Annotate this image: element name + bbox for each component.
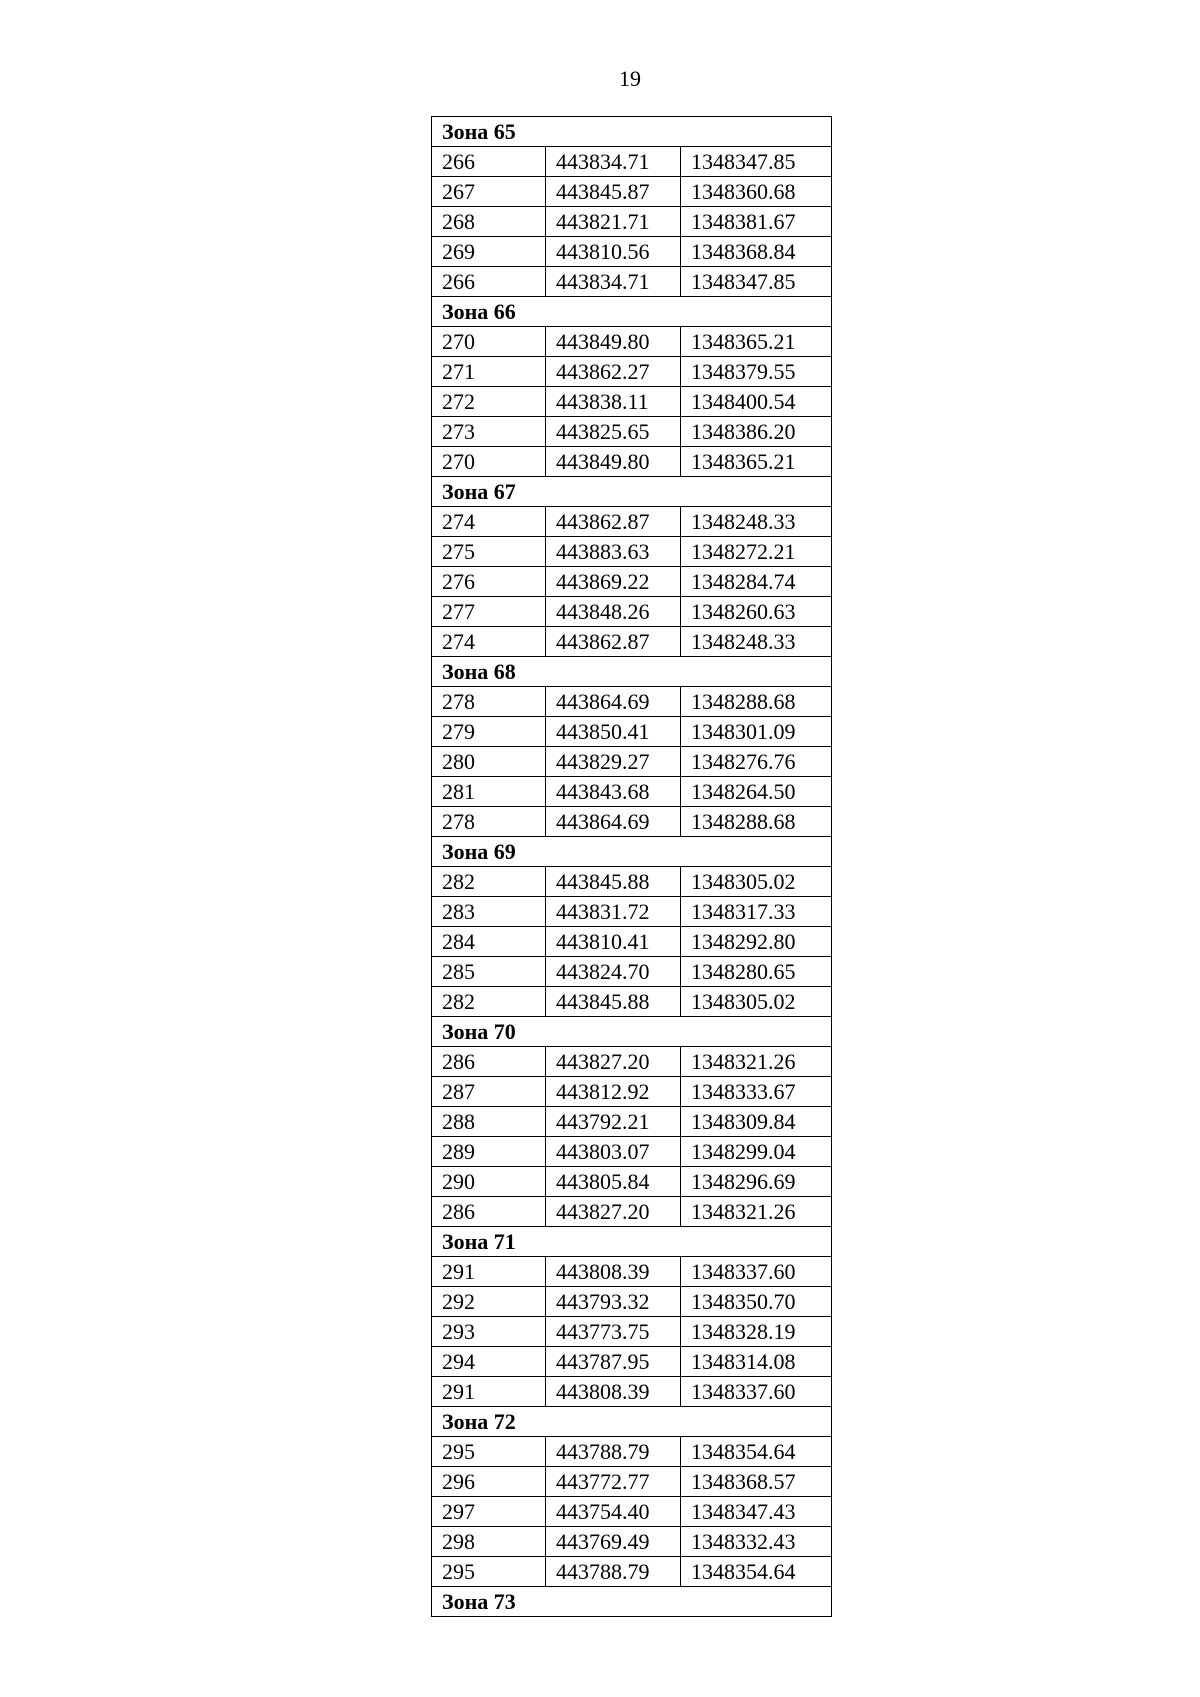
- x-coordinate-cell: 443848.26: [546, 597, 681, 627]
- y-coordinate-cell: 1348296.69: [681, 1167, 832, 1197]
- point-number-cell: 294: [432, 1347, 546, 1377]
- table-row: [432, 207, 832, 237]
- x-coordinate-cell: 443810.56: [546, 237, 681, 267]
- table-row: [432, 237, 832, 267]
- x-coordinate-cell: 443845.88: [546, 987, 681, 1017]
- y-coordinate-cell: 1348321.26: [681, 1047, 832, 1077]
- table-row: [432, 1317, 832, 1347]
- x-coordinate-cell: 443831.72: [546, 897, 681, 927]
- table-row: [432, 1347, 832, 1377]
- zone-header-row: [432, 117, 832, 147]
- zone-header-row: [432, 1587, 832, 1617]
- table-row: [432, 1197, 832, 1227]
- point-number-cell: 281: [432, 777, 546, 807]
- table-row: [432, 1167, 832, 1197]
- zone-title: Зона 65: [432, 117, 832, 147]
- y-coordinate-cell: 1348276.76: [681, 747, 832, 777]
- y-coordinate-cell: 1348360.68: [681, 177, 832, 207]
- x-coordinate-cell: 443862.87: [546, 627, 681, 657]
- y-coordinate-cell: 1348365.21: [681, 327, 832, 357]
- point-number-cell: 286: [432, 1047, 546, 1077]
- zone-header-row: [432, 1407, 832, 1437]
- table-row: [432, 1257, 832, 1287]
- table-row: [432, 597, 832, 627]
- x-coordinate-cell: 443845.87: [546, 177, 681, 207]
- zone-header-row: [432, 297, 832, 327]
- point-number-cell: 282: [432, 987, 546, 1017]
- point-number-cell: 276: [432, 567, 546, 597]
- x-coordinate-cell: 443827.20: [546, 1197, 681, 1227]
- x-coordinate-cell: 443810.41: [546, 927, 681, 957]
- x-coordinate-cell: 443845.88: [546, 867, 681, 897]
- point-number-cell: 287: [432, 1077, 546, 1107]
- table-row: [432, 777, 832, 807]
- table-row: [432, 357, 832, 387]
- x-coordinate-cell: 443843.68: [546, 777, 681, 807]
- point-number-cell: 282: [432, 867, 546, 897]
- x-coordinate-cell: 443803.07: [546, 1137, 681, 1167]
- x-coordinate-cell: 443869.22: [546, 567, 681, 597]
- zone-header-row: [432, 1017, 832, 1047]
- point-number-cell: 268: [432, 207, 546, 237]
- page-number: 19: [619, 66, 641, 91]
- zone-title: Зона 68: [432, 657, 832, 687]
- table-row: [432, 1467, 832, 1497]
- point-number-cell: 280: [432, 747, 546, 777]
- y-coordinate-cell: 1348379.55: [681, 357, 832, 387]
- point-number-cell: 278: [432, 687, 546, 717]
- point-number-cell: 283: [432, 897, 546, 927]
- point-number-cell: 269: [432, 237, 546, 267]
- y-coordinate-cell: 1348292.80: [681, 927, 832, 957]
- point-number-cell: 270: [432, 447, 546, 477]
- table-row: [432, 327, 832, 357]
- table-row: [432, 807, 832, 837]
- point-number-cell: 298: [432, 1527, 546, 1557]
- y-coordinate-cell: 1348288.68: [681, 687, 832, 717]
- table-row: [432, 627, 832, 657]
- y-coordinate-cell: 1348365.21: [681, 447, 832, 477]
- x-coordinate-cell: 443808.39: [546, 1257, 681, 1287]
- table-row: [432, 1557, 832, 1587]
- y-coordinate-cell: 1348309.84: [681, 1107, 832, 1137]
- y-coordinate-cell: 1348381.67: [681, 207, 832, 237]
- x-coordinate-cell: 443788.79: [546, 1437, 681, 1467]
- y-coordinate-cell: 1348248.33: [681, 627, 832, 657]
- x-coordinate-cell: 443825.65: [546, 417, 681, 447]
- x-coordinate-cell: 443805.84: [546, 1167, 681, 1197]
- y-coordinate-cell: 1348386.20: [681, 417, 832, 447]
- point-number-cell: 266: [432, 147, 546, 177]
- x-coordinate-cell: 443808.39: [546, 1377, 681, 1407]
- y-coordinate-cell: 1348317.33: [681, 897, 832, 927]
- y-coordinate-cell: 1348332.43: [681, 1527, 832, 1557]
- x-coordinate-cell: 443754.40: [546, 1497, 681, 1527]
- table-row: [432, 867, 832, 897]
- point-number-cell: 292: [432, 1287, 546, 1317]
- y-coordinate-cell: 1348328.19: [681, 1317, 832, 1347]
- x-coordinate-cell: 443793.32: [546, 1287, 681, 1317]
- x-coordinate-cell: 443788.79: [546, 1557, 681, 1587]
- y-coordinate-cell: 1348314.08: [681, 1347, 832, 1377]
- point-number-cell: 278: [432, 807, 546, 837]
- point-number-cell: 272: [432, 387, 546, 417]
- point-number-cell: 274: [432, 507, 546, 537]
- table-row: [432, 1287, 832, 1317]
- table-row: [432, 897, 832, 927]
- y-coordinate-cell: 1348347.85: [681, 267, 832, 297]
- table-row: [432, 387, 832, 417]
- point-number-cell: 290: [432, 1167, 546, 1197]
- zone-header-row: [432, 657, 832, 687]
- zone-header-row: [432, 1227, 832, 1257]
- point-number-cell: 284: [432, 927, 546, 957]
- y-coordinate-cell: 1348321.26: [681, 1197, 832, 1227]
- x-coordinate-cell: 443829.27: [546, 747, 681, 777]
- zone-title: Зона 72: [432, 1407, 832, 1437]
- table-row: [432, 1137, 832, 1167]
- table-row: [432, 177, 832, 207]
- point-number-cell: 277: [432, 597, 546, 627]
- table-row: [432, 1527, 832, 1557]
- zone-coordinates-table: [431, 116, 832, 1617]
- y-coordinate-cell: 1348354.64: [681, 1557, 832, 1587]
- y-coordinate-cell: 1348347.85: [681, 147, 832, 177]
- x-coordinate-cell: 443792.21: [546, 1107, 681, 1137]
- table-row: [432, 717, 832, 747]
- x-coordinate-cell: 443849.80: [546, 327, 681, 357]
- x-coordinate-cell: 443824.70: [546, 957, 681, 987]
- point-number-cell: 266: [432, 267, 546, 297]
- y-coordinate-cell: 1348272.21: [681, 537, 832, 567]
- y-coordinate-cell: 1348400.54: [681, 387, 832, 417]
- y-coordinate-cell: 1348299.04: [681, 1137, 832, 1167]
- table-row: [432, 747, 832, 777]
- table-row: [432, 417, 832, 447]
- point-number-cell: 267: [432, 177, 546, 207]
- x-coordinate-cell: 443864.69: [546, 687, 681, 717]
- y-coordinate-cell: 1348288.68: [681, 807, 832, 837]
- point-number-cell: 273: [432, 417, 546, 447]
- y-coordinate-cell: 1348354.64: [681, 1437, 832, 1467]
- table-row: [432, 1437, 832, 1467]
- y-coordinate-cell: 1348337.60: [681, 1377, 832, 1407]
- point-number-cell: 271: [432, 357, 546, 387]
- y-coordinate-cell: 1348264.50: [681, 777, 832, 807]
- point-number-cell: 288: [432, 1107, 546, 1137]
- point-number-cell: 295: [432, 1437, 546, 1467]
- y-coordinate-cell: 1348350.70: [681, 1287, 832, 1317]
- y-coordinate-cell: 1348305.02: [681, 987, 832, 1017]
- x-coordinate-cell: 443787.95: [546, 1347, 681, 1377]
- x-coordinate-cell: 443834.71: [546, 147, 681, 177]
- zone-title: Зона 71: [432, 1227, 832, 1257]
- zone-title: Зона 67: [432, 477, 832, 507]
- table-row: [432, 147, 832, 177]
- table-row: [432, 507, 832, 537]
- table-row: [432, 1077, 832, 1107]
- table-row: [432, 927, 832, 957]
- x-coordinate-cell: 443849.80: [546, 447, 681, 477]
- point-number-cell: 279: [432, 717, 546, 747]
- y-coordinate-cell: 1348305.02: [681, 867, 832, 897]
- table-row: [432, 1497, 832, 1527]
- y-coordinate-cell: 1348284.74: [681, 567, 832, 597]
- table-row: [432, 447, 832, 477]
- point-number-cell: 275: [432, 537, 546, 567]
- zone-title: Зона 70: [432, 1017, 832, 1047]
- y-coordinate-cell: 1348337.60: [681, 1257, 832, 1287]
- zone-title: Зона 69: [432, 837, 832, 867]
- table-row: [432, 567, 832, 597]
- x-coordinate-cell: 443821.71: [546, 207, 681, 237]
- x-coordinate-cell: 443772.77: [546, 1467, 681, 1497]
- point-number-cell: 285: [432, 957, 546, 987]
- point-number-cell: 270: [432, 327, 546, 357]
- zone-title: Зона 73: [432, 1587, 832, 1617]
- y-coordinate-cell: 1348368.57: [681, 1467, 832, 1497]
- x-coordinate-cell: 443850.41: [546, 717, 681, 747]
- zone-title: Зона 66: [432, 297, 832, 327]
- y-coordinate-cell: 1348248.33: [681, 507, 832, 537]
- x-coordinate-cell: 443827.20: [546, 1047, 681, 1077]
- table-row: [432, 987, 832, 1017]
- y-coordinate-cell: 1348301.09: [681, 717, 832, 747]
- x-coordinate-cell: 443773.75: [546, 1317, 681, 1347]
- point-number-cell: 286: [432, 1197, 546, 1227]
- table-row: [432, 1377, 832, 1407]
- table-row: [432, 687, 832, 717]
- x-coordinate-cell: 443864.69: [546, 807, 681, 837]
- point-number-cell: 291: [432, 1257, 546, 1287]
- x-coordinate-cell: 443862.27: [546, 357, 681, 387]
- table-row: [432, 537, 832, 567]
- point-number-cell: 296: [432, 1467, 546, 1497]
- x-coordinate-cell: 443862.87: [546, 507, 681, 537]
- table-row: [432, 1107, 832, 1137]
- point-number-cell: 297: [432, 1497, 546, 1527]
- x-coordinate-cell: 443838.11: [546, 387, 681, 417]
- x-coordinate-cell: 443883.63: [546, 537, 681, 567]
- x-coordinate-cell: 443769.49: [546, 1527, 681, 1557]
- y-coordinate-cell: 1348280.65: [681, 957, 832, 987]
- zone-coordinates-body: [432, 117, 832, 1617]
- point-number-cell: 291: [432, 1377, 546, 1407]
- zone-header-row: [432, 837, 832, 867]
- point-number-cell: 293: [432, 1317, 546, 1347]
- y-coordinate-cell: 1348260.63: [681, 597, 832, 627]
- y-coordinate-cell: 1348333.67: [681, 1077, 832, 1107]
- point-number-cell: 274: [432, 627, 546, 657]
- y-coordinate-cell: 1348368.84: [681, 237, 832, 267]
- table-row: [432, 1047, 832, 1077]
- x-coordinate-cell: 443834.71: [546, 267, 681, 297]
- zone-header-row: [432, 477, 832, 507]
- point-number-cell: 289: [432, 1137, 546, 1167]
- x-coordinate-cell: 443812.92: [546, 1077, 681, 1107]
- y-coordinate-cell: 1348347.43: [681, 1497, 832, 1527]
- point-number-cell: 295: [432, 1557, 546, 1587]
- table-row: [432, 957, 832, 987]
- table-row: [432, 267, 832, 297]
